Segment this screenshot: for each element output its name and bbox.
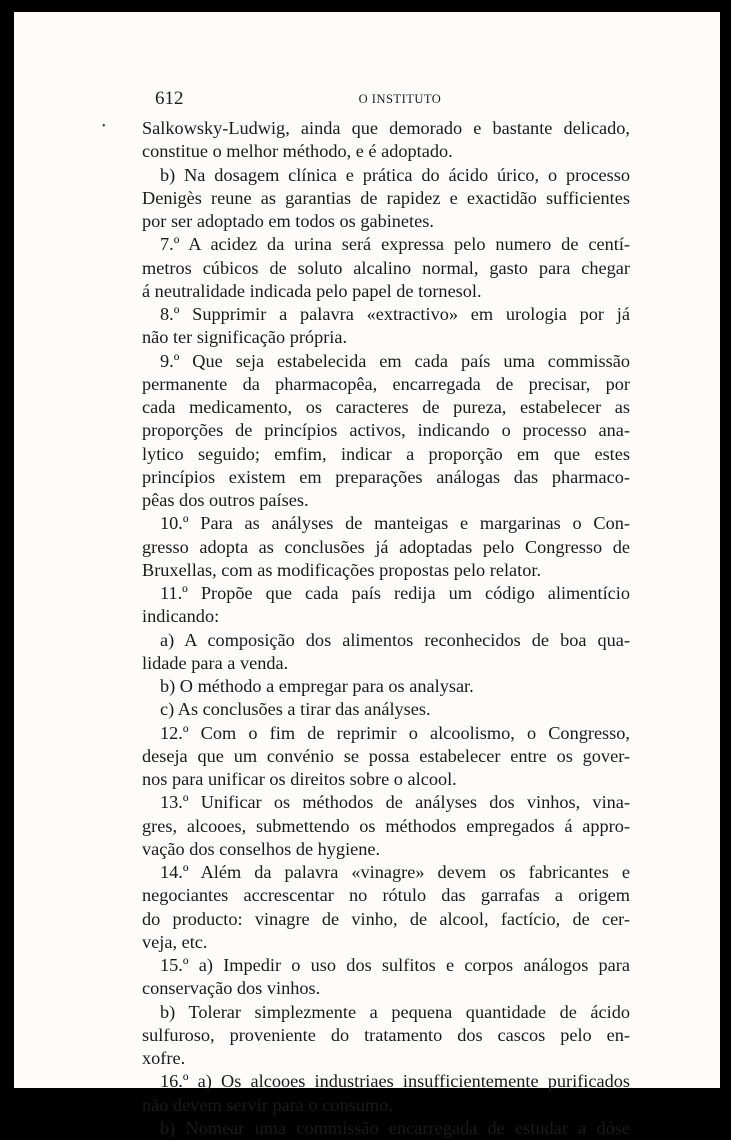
text-line: negociantes accrescentar no rótulo das garrafas a origem [142, 885, 630, 906]
text-line: 13.º Unificar os méthodos de anályses dos vinhos, vina- [160, 792, 630, 813]
text-line: indicando: [142, 606, 220, 627]
text-line: a) A composição dos alimentos reconhecidos de boa qua- [160, 629, 630, 650]
text-line: 7.º A acidez da urina será expressa pelo numero de centí- [160, 234, 630, 255]
text-line: permanente da pharmacopêa, encarregada de precisar, por [142, 373, 630, 394]
text-line: veja, etc. [142, 931, 208, 952]
text-line: b) Tolerar simplezmente a pequena quantidade de ácido [160, 1001, 630, 1022]
text-line: metros cúbicos de soluto alcalino normal, gasto para chegar [142, 257, 630, 278]
text-line: por ser adoptado em todos os gabinetes. [142, 211, 434, 231]
text-line: Salkowsky-Ludwig, ainda que demorado e bastante delicado, [142, 118, 630, 138]
page-number: 612 [155, 88, 184, 109]
text-line: nos para unificar os direitos sobre o alcool. [142, 769, 457, 789]
text-line: princípios existem em preparações análogas das pharmaco- [142, 466, 630, 487]
text-line: Bruxellas, com as modificações propostas pelo relator. [142, 559, 542, 580]
text-line: vação dos conselhos de hygiene. [142, 838, 381, 859]
text-line: do producto: vinagre de vinho, de alcool, factício, de cer- [142, 908, 630, 929]
text-line: constitue o melhor méthodo, e é adoptado. [142, 141, 453, 162]
text-line: 9.º Que seja estabelecida em cada país uma commissão [160, 350, 630, 371]
text-line: 10.º Para as anályses de manteigas e margarinas o Con- [160, 513, 630, 534]
text-line: pêas dos outros países. [142, 490, 309, 510]
text-line: não devem servir para o consumo. [142, 1094, 393, 1115]
text-line: gres, alcooes, submettendo os méthodos empregados á appro- [142, 815, 630, 836]
text-line: 15.º a) Impedir o uso dos sulfitos e corpos análogos para [160, 955, 630, 975]
text-line: b) O méthodo a empregar para os analysar. [160, 676, 474, 696]
text-line: sulfuroso, proveniente do tratamento dos cascos pelo en- [142, 1024, 630, 1045]
text-line: c) As conclusões a tirar das anályses. [160, 699, 431, 720]
text-line: 8.º Supprimir a palavra «extractivo» em urologia por já [160, 304, 630, 324]
text-line: b) Nomear uma commissão encarregada de estudar a dóse [160, 1117, 630, 1138]
text-line: deseja que um convénio se possa estabelecer entre os gover- [142, 745, 630, 766]
margin-mark: • [102, 121, 106, 132]
running-title: O INSTITUTO [358, 92, 442, 106]
text-line: 12.º Com o fim de reprimir o alcoolismo, o Congresso, [160, 722, 630, 743]
text-line: proporções de princípios activos, indicando o processo ana- [142, 420, 630, 441]
body-text [142, 117, 630, 1140]
text-line: 14.º Além da palavra «vinagre» devem os fabricantes e [160, 862, 630, 882]
text-line: conservação dos vinhos. [142, 978, 321, 999]
text-line: 11.º Propõe que cada país redija um código alimentício [160, 583, 630, 603]
text-line: cada medicamento, os caracteres de pureza, estabelecer as [142, 397, 630, 417]
text-line: xofre. [142, 1048, 186, 1068]
page-header [155, 88, 645, 114]
text-line: não ter significação própria. [142, 327, 348, 348]
text-line: Denigès reune as garantias de rapidez e exactidão sufficientes [142, 187, 630, 208]
text-line: lytico seguido; emfim, indicar a proporção em que estes [142, 443, 630, 464]
text-line: á neutralidade indicada pelo papel de tornesol. [142, 280, 482, 301]
text-line: b) Na dosagem clínica e prática do ácido úrico, o processo [160, 164, 630, 185]
text-line: gresso adopta as conclusões já adoptadas pelo Congresso de [142, 536, 630, 557]
text-line: 16.º a) Os alcooes industriaes insufficientemente purificados [160, 1071, 630, 1092]
text-line: lidade para a venda. [142, 652, 289, 673]
